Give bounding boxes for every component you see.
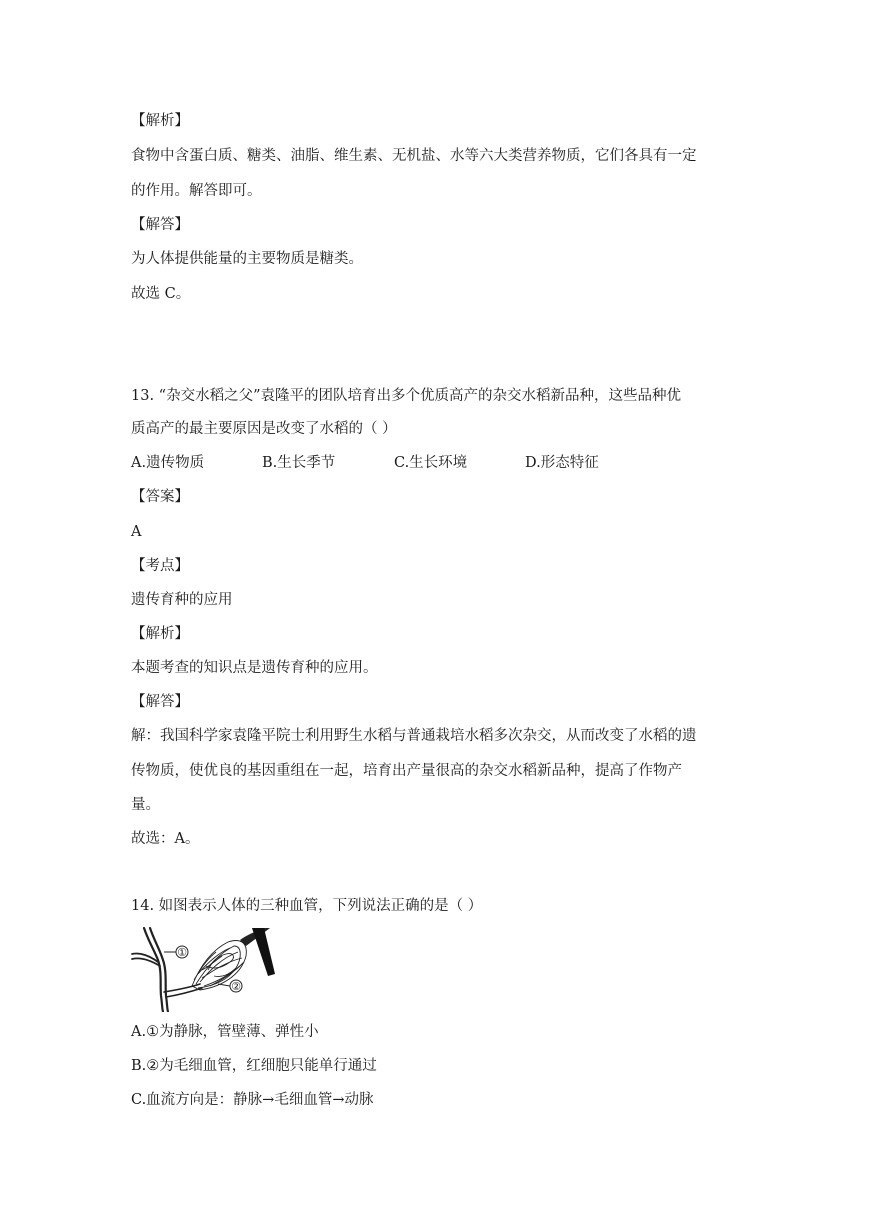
q13-topic: 遗传育种的应用 <box>131 592 233 608</box>
q13-solution-line-2: 传物质，使优良的基因重组在一起，培育出产量很高的杂交水稻新品种，提高了作物产 <box>131 763 682 779</box>
analysis-text-line-1: 食物中含蛋白质、糖类、油脂、维生素、无机盐、水等六大类营养物质，它们各具有一定 <box>131 148 697 164</box>
q13-option-a: A.遗传物质 <box>131 455 205 471</box>
q13-answer: A <box>131 524 142 540</box>
q13-solution-line-1: 解：我国科学家袁隆平院士利用野生水稻与普通栽培水稻多次杂交，从而改变了水稻的遗 <box>131 728 697 744</box>
q13-option-b: B.生长季节 <box>262 455 336 471</box>
q13-conclusion: 故选：A。 <box>131 831 200 847</box>
q14-option-a: A.①为静脉，管壁薄、弹性小 <box>131 1024 319 1040</box>
q13-answer-heading: 【答案】 <box>131 489 189 505</box>
q13-option-c: C.生长环境 <box>394 455 468 471</box>
solution-heading: 【解答】 <box>131 217 189 233</box>
q13-stem-line-2: 质高产的最主要原因是改变了水稻的（ ） <box>131 421 397 437</box>
q13-analysis: 本题考查的知识点是遗传育种的应用。 <box>131 660 378 676</box>
q14-stem: 14. 如图表示人体的三种血管，下列说法正确的是（ ） <box>131 898 483 914</box>
q13-analysis-heading: 【解析】 <box>131 626 189 642</box>
solution-text: 为人体提供能量的主要物质是糖类。 <box>131 251 363 267</box>
label-two: ② <box>231 980 241 993</box>
q13-stem-line-1: 13. “杂交水稻之父”袁隆平的团队培育出多个优质高产的杂交水稻新品种，这些品种优 <box>131 388 681 404</box>
artery-branch <box>132 928 202 1012</box>
label-one: ① <box>177 946 187 959</box>
analysis-text-line-2: 的作用。解答即可。 <box>131 183 262 199</box>
q13-solution-line-3: 量。 <box>131 797 160 813</box>
q14-option-c: C.血流方向是：静脉→毛细血管→动脉 <box>131 1092 374 1108</box>
q14-option-b: B.②为毛细血管，红细胞只能单行通过 <box>131 1058 377 1074</box>
blood-vessel-figure <box>130 926 275 1012</box>
q13-option-d: D.形态特征 <box>525 455 599 471</box>
analysis-heading: 【解析】 <box>131 113 189 129</box>
q13-topic-heading: 【考点】 <box>131 558 189 574</box>
vein-branch <box>240 928 275 976</box>
q13-solution-heading: 【解答】 <box>131 694 189 710</box>
conclusion: 故选 C。 <box>131 286 191 302</box>
